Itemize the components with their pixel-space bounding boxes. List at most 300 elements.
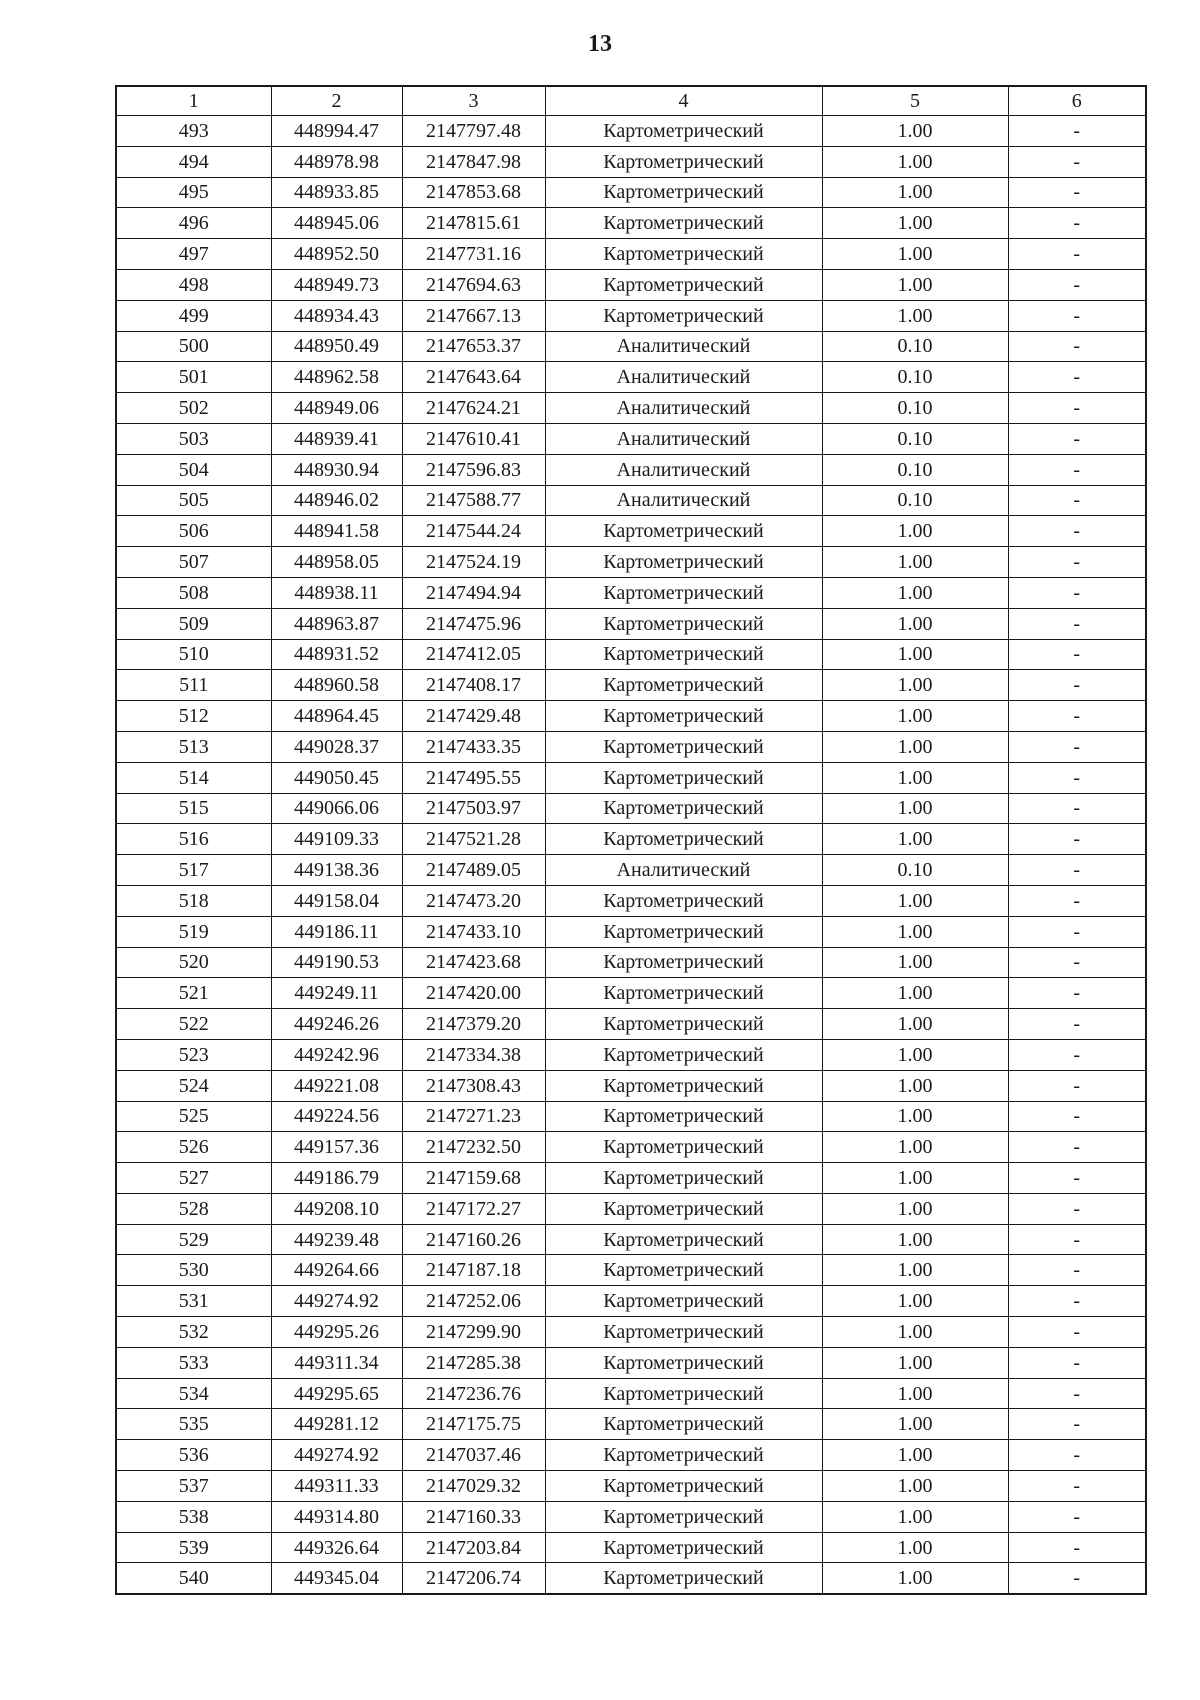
accuracy-cell: 1.00 (822, 1193, 1008, 1224)
point-number-cell: 528 (116, 1193, 271, 1224)
point-number-cell: 514 (116, 762, 271, 793)
table-row (116, 269, 1146, 300)
x-coordinate-cell: 449221.08 (271, 1070, 402, 1101)
note-cell: - (1008, 731, 1146, 762)
table-row (116, 362, 1146, 393)
x-coordinate-cell: 449157.36 (271, 1132, 402, 1163)
accuracy-cell: 1.00 (822, 1132, 1008, 1163)
table-row (116, 454, 1146, 485)
table-row (116, 577, 1146, 608)
y-coordinate-cell: 2147429.48 (402, 701, 545, 732)
note-cell: - (1008, 300, 1146, 331)
note-cell: - (1008, 1070, 1146, 1101)
accuracy-cell: 1.00 (822, 239, 1008, 270)
method-cell: Аналитический (545, 331, 822, 362)
accuracy-cell: 1.00 (822, 1440, 1008, 1471)
note-cell: - (1008, 1440, 1146, 1471)
y-coordinate-cell: 2147624.21 (402, 393, 545, 424)
table-row (116, 1163, 1146, 1194)
point-number-cell: 519 (116, 916, 271, 947)
y-coordinate-cell: 2147206.74 (402, 1563, 545, 1594)
method-cell: Картометрический (545, 1163, 822, 1194)
method-cell: Картометрический (545, 177, 822, 208)
table-row (116, 1347, 1146, 1378)
column-header: 6 (1008, 86, 1146, 116)
point-number-cell: 493 (116, 116, 271, 147)
accuracy-cell: 1.00 (822, 1255, 1008, 1286)
point-number-cell: 496 (116, 208, 271, 239)
y-coordinate-cell: 2147252.06 (402, 1286, 545, 1317)
method-cell: Картометрический (545, 1286, 822, 1317)
accuracy-cell: 0.10 (822, 485, 1008, 516)
table-row (116, 731, 1146, 762)
note-cell: - (1008, 1224, 1146, 1255)
point-number-cell: 506 (116, 516, 271, 547)
table-row (116, 1532, 1146, 1563)
point-number-cell: 505 (116, 485, 271, 516)
accuracy-cell: 1.00 (822, 1501, 1008, 1532)
x-coordinate-cell: 448994.47 (271, 116, 402, 147)
table-row (116, 947, 1146, 978)
y-coordinate-cell: 2147475.96 (402, 608, 545, 639)
table-body (116, 116, 1146, 1595)
point-number-cell: 500 (116, 331, 271, 362)
y-coordinate-cell: 2147588.77 (402, 485, 545, 516)
y-coordinate-cell: 2147815.61 (402, 208, 545, 239)
method-cell: Картометрический (545, 1193, 822, 1224)
note-cell: - (1008, 1286, 1146, 1317)
table-row (116, 1286, 1146, 1317)
accuracy-cell: 1.00 (822, 885, 1008, 916)
y-coordinate-cell: 2147495.55 (402, 762, 545, 793)
accuracy-cell: 1.00 (822, 978, 1008, 1009)
point-number-cell: 495 (116, 177, 271, 208)
note-cell: - (1008, 454, 1146, 485)
accuracy-cell: 1.00 (822, 547, 1008, 578)
accuracy-cell: 1.00 (822, 670, 1008, 701)
table-row (116, 177, 1146, 208)
table-row (116, 331, 1146, 362)
method-cell: Картометрический (545, 1255, 822, 1286)
table-header-row (116, 86, 1146, 116)
table-row (116, 1563, 1146, 1594)
note-cell: - (1008, 1378, 1146, 1409)
point-number-cell: 522 (116, 1009, 271, 1040)
accuracy-cell: 1.00 (822, 824, 1008, 855)
point-number-cell: 516 (116, 824, 271, 855)
table-row (116, 1317, 1146, 1348)
note-cell: - (1008, 393, 1146, 424)
point-number-cell: 515 (116, 793, 271, 824)
accuracy-cell: 1.00 (822, 208, 1008, 239)
x-coordinate-cell: 449246.26 (271, 1009, 402, 1040)
table-row (116, 701, 1146, 732)
x-coordinate-cell: 448939.41 (271, 423, 402, 454)
accuracy-cell: 1.00 (822, 1409, 1008, 1440)
table-row (116, 762, 1146, 793)
x-coordinate-cell: 448952.50 (271, 239, 402, 270)
point-number-cell: 532 (116, 1317, 271, 1348)
point-number-cell: 531 (116, 1286, 271, 1317)
method-cell: Картометрический (545, 824, 822, 855)
note-cell: - (1008, 1563, 1146, 1594)
accuracy-cell: 1.00 (822, 608, 1008, 639)
note-cell: - (1008, 1163, 1146, 1194)
method-cell: Картометрический (545, 947, 822, 978)
method-cell: Картометрический (545, 116, 822, 147)
x-coordinate-cell: 448930.94 (271, 454, 402, 485)
accuracy-cell: 1.00 (822, 300, 1008, 331)
method-cell: Картометрический (545, 1101, 822, 1132)
accuracy-cell: 1.00 (822, 1563, 1008, 1594)
x-coordinate-cell: 448938.11 (271, 577, 402, 608)
accuracy-cell: 1.00 (822, 731, 1008, 762)
method-cell: Картометрический (545, 1409, 822, 1440)
column-header: 5 (822, 86, 1008, 116)
accuracy-cell: 1.00 (822, 516, 1008, 547)
x-coordinate-cell: 449274.92 (271, 1440, 402, 1471)
table-row (116, 670, 1146, 701)
method-cell: Картометрический (545, 1224, 822, 1255)
table-row (116, 547, 1146, 578)
accuracy-cell: 1.00 (822, 1163, 1008, 1194)
note-cell: - (1008, 577, 1146, 608)
column-header: 2 (271, 86, 402, 116)
y-coordinate-cell: 2147203.84 (402, 1532, 545, 1563)
point-number-cell: 511 (116, 670, 271, 701)
table-row (116, 1132, 1146, 1163)
x-coordinate-cell: 449224.56 (271, 1101, 402, 1132)
note-cell: - (1008, 608, 1146, 639)
method-cell: Картометрический (545, 1440, 822, 1471)
x-coordinate-cell: 449050.45 (271, 762, 402, 793)
point-number-cell: 525 (116, 1101, 271, 1132)
note-cell: - (1008, 916, 1146, 947)
accuracy-cell: 1.00 (822, 1070, 1008, 1101)
x-coordinate-cell: 449186.11 (271, 916, 402, 947)
y-coordinate-cell: 2147029.32 (402, 1471, 545, 1502)
method-cell: Картометрический (545, 547, 822, 578)
method-cell: Картометрический (545, 762, 822, 793)
point-number-cell: 509 (116, 608, 271, 639)
table-row (116, 300, 1146, 331)
accuracy-cell: 1.00 (822, 177, 1008, 208)
accuracy-cell: 0.10 (822, 855, 1008, 886)
method-cell: Аналитический (545, 362, 822, 393)
x-coordinate-cell: 449158.04 (271, 885, 402, 916)
table-row (116, 1193, 1146, 1224)
table-row (116, 1409, 1146, 1440)
y-coordinate-cell: 2147408.17 (402, 670, 545, 701)
y-coordinate-cell: 2147494.94 (402, 577, 545, 608)
note-cell: - (1008, 146, 1146, 177)
method-cell: Картометрический (545, 670, 822, 701)
method-cell: Картометрический (545, 1471, 822, 1502)
table-row (116, 855, 1146, 886)
x-coordinate-cell: 448941.58 (271, 516, 402, 547)
accuracy-cell: 1.00 (822, 1101, 1008, 1132)
y-coordinate-cell: 2147524.19 (402, 547, 545, 578)
x-coordinate-cell: 449264.66 (271, 1255, 402, 1286)
method-cell: Картометрический (545, 731, 822, 762)
table-row (116, 1255, 1146, 1286)
y-coordinate-cell: 2147379.20 (402, 1009, 545, 1040)
table-row (116, 1070, 1146, 1101)
accuracy-cell: 1.00 (822, 701, 1008, 732)
method-cell: Картометрический (545, 885, 822, 916)
y-coordinate-cell: 2147653.37 (402, 331, 545, 362)
table-row (116, 116, 1146, 147)
point-number-cell: 521 (116, 978, 271, 1009)
method-cell: Картометрический (545, 1009, 822, 1040)
y-coordinate-cell: 2147847.98 (402, 146, 545, 177)
table-row (116, 1440, 1146, 1471)
y-coordinate-cell: 2147423.68 (402, 947, 545, 978)
y-coordinate-cell: 2147694.63 (402, 269, 545, 300)
y-coordinate-cell: 2147853.68 (402, 177, 545, 208)
accuracy-cell: 1.00 (822, 762, 1008, 793)
point-number-cell: 533 (116, 1347, 271, 1378)
method-cell: Картометрический (545, 1317, 822, 1348)
x-coordinate-cell: 449311.34 (271, 1347, 402, 1378)
coordinates-table (115, 85, 1147, 1595)
x-coordinate-cell: 448946.02 (271, 485, 402, 516)
table-row (116, 208, 1146, 239)
point-number-cell: 523 (116, 1039, 271, 1070)
method-cell: Картометрический (545, 146, 822, 177)
table-row (116, 1378, 1146, 1409)
note-cell: - (1008, 547, 1146, 578)
point-number-cell: 503 (116, 423, 271, 454)
point-number-cell: 539 (116, 1532, 271, 1563)
y-coordinate-cell: 2147175.75 (402, 1409, 545, 1440)
method-cell: Картометрический (545, 639, 822, 670)
note-cell: - (1008, 670, 1146, 701)
y-coordinate-cell: 2147433.10 (402, 916, 545, 947)
x-coordinate-cell: 448933.85 (271, 177, 402, 208)
table-row (116, 485, 1146, 516)
x-coordinate-cell: 448962.58 (271, 362, 402, 393)
method-cell: Картометрический (545, 701, 822, 732)
y-coordinate-cell: 2147473.20 (402, 885, 545, 916)
point-number-cell: 529 (116, 1224, 271, 1255)
accuracy-cell: 1.00 (822, 947, 1008, 978)
point-number-cell: 494 (116, 146, 271, 177)
x-coordinate-cell: 448958.05 (271, 547, 402, 578)
note-cell: - (1008, 1132, 1146, 1163)
note-cell: - (1008, 1409, 1146, 1440)
note-cell: - (1008, 177, 1146, 208)
y-coordinate-cell: 2147160.26 (402, 1224, 545, 1255)
accuracy-cell: 1.00 (822, 916, 1008, 947)
x-coordinate-cell: 449109.33 (271, 824, 402, 855)
note-cell: - (1008, 1193, 1146, 1224)
note-cell: - (1008, 1101, 1146, 1132)
x-coordinate-cell: 449186.79 (271, 1163, 402, 1194)
note-cell: - (1008, 824, 1146, 855)
y-coordinate-cell: 2147596.83 (402, 454, 545, 485)
accuracy-cell: 1.00 (822, 1471, 1008, 1502)
method-cell: Аналитический (545, 393, 822, 424)
x-coordinate-cell: 448963.87 (271, 608, 402, 639)
note-cell: - (1008, 701, 1146, 732)
x-coordinate-cell: 449274.92 (271, 1286, 402, 1317)
note-cell: - (1008, 239, 1146, 270)
table-row (116, 824, 1146, 855)
x-coordinate-cell: 449208.10 (271, 1193, 402, 1224)
y-coordinate-cell: 2147308.43 (402, 1070, 545, 1101)
accuracy-cell: 0.10 (822, 331, 1008, 362)
method-cell: Картометрический (545, 1039, 822, 1070)
y-coordinate-cell: 2147232.50 (402, 1132, 545, 1163)
method-cell: Аналитический (545, 423, 822, 454)
note-cell: - (1008, 1039, 1146, 1070)
accuracy-cell: 1.00 (822, 1224, 1008, 1255)
method-cell: Картометрический (545, 978, 822, 1009)
table-row (116, 1224, 1146, 1255)
table-row (116, 393, 1146, 424)
point-number-cell: 535 (116, 1409, 271, 1440)
y-coordinate-cell: 2147797.48 (402, 116, 545, 147)
method-cell: Картометрический (545, 300, 822, 331)
table-row (116, 793, 1146, 824)
point-number-cell: 513 (116, 731, 271, 762)
note-cell: - (1008, 116, 1146, 147)
x-coordinate-cell: 448978.98 (271, 146, 402, 177)
point-number-cell: 540 (116, 1563, 271, 1594)
x-coordinate-cell: 449295.26 (271, 1317, 402, 1348)
x-coordinate-cell: 449239.48 (271, 1224, 402, 1255)
y-coordinate-cell: 2147187.18 (402, 1255, 545, 1286)
method-cell: Картометрический (545, 1378, 822, 1409)
point-number-cell: 502 (116, 393, 271, 424)
point-number-cell: 536 (116, 1440, 271, 1471)
x-coordinate-cell: 449295.65 (271, 1378, 402, 1409)
x-coordinate-cell: 448964.45 (271, 701, 402, 732)
note-cell: - (1008, 1317, 1146, 1348)
note-cell: - (1008, 1255, 1146, 1286)
accuracy-cell: 0.10 (822, 454, 1008, 485)
method-cell: Картометрический (545, 916, 822, 947)
note-cell: - (1008, 208, 1146, 239)
method-cell: Картометрический (545, 608, 822, 639)
method-cell: Картометрический (545, 1501, 822, 1532)
y-coordinate-cell: 2147610.41 (402, 423, 545, 454)
point-number-cell: 512 (116, 701, 271, 732)
point-number-cell: 510 (116, 639, 271, 670)
x-coordinate-cell: 449242.96 (271, 1039, 402, 1070)
table-row (116, 516, 1146, 547)
x-coordinate-cell: 448931.52 (271, 639, 402, 670)
column-header: 1 (116, 86, 271, 116)
y-coordinate-cell: 2147544.24 (402, 516, 545, 547)
accuracy-cell: 0.10 (822, 393, 1008, 424)
note-cell: - (1008, 516, 1146, 547)
x-coordinate-cell: 449311.33 (271, 1471, 402, 1502)
y-coordinate-cell: 2147521.28 (402, 824, 545, 855)
x-coordinate-cell: 448934.43 (271, 300, 402, 331)
method-cell: Картометрический (545, 1347, 822, 1378)
method-cell: Картометрический (545, 1070, 822, 1101)
y-coordinate-cell: 2147271.23 (402, 1101, 545, 1132)
accuracy-cell: 1.00 (822, 1286, 1008, 1317)
accuracy-cell: 1.00 (822, 1317, 1008, 1348)
method-cell: Картометрический (545, 239, 822, 270)
column-header: 3 (402, 86, 545, 116)
accuracy-cell: 1.00 (822, 577, 1008, 608)
note-cell: - (1008, 1347, 1146, 1378)
x-coordinate-cell: 449326.64 (271, 1532, 402, 1563)
table-row (116, 1039, 1146, 1070)
accuracy-cell: 1.00 (822, 793, 1008, 824)
note-cell: - (1008, 793, 1146, 824)
table-row (116, 1471, 1146, 1502)
accuracy-cell: 1.00 (822, 1009, 1008, 1040)
point-number-cell: 504 (116, 454, 271, 485)
note-cell: - (1008, 1532, 1146, 1563)
x-coordinate-cell: 448949.73 (271, 269, 402, 300)
point-number-cell: 499 (116, 300, 271, 331)
note-cell: - (1008, 639, 1146, 670)
y-coordinate-cell: 2147412.05 (402, 639, 545, 670)
point-number-cell: 518 (116, 885, 271, 916)
method-cell: Картометрический (545, 793, 822, 824)
accuracy-cell: 1.00 (822, 1378, 1008, 1409)
method-cell: Аналитический (545, 485, 822, 516)
method-cell: Аналитический (545, 855, 822, 886)
point-number-cell: 517 (116, 855, 271, 886)
point-number-cell: 520 (116, 947, 271, 978)
y-coordinate-cell: 2147172.27 (402, 1193, 545, 1224)
accuracy-cell: 1.00 (822, 1347, 1008, 1378)
method-cell: Картометрический (545, 516, 822, 547)
x-coordinate-cell: 449249.11 (271, 978, 402, 1009)
x-coordinate-cell: 449281.12 (271, 1409, 402, 1440)
method-cell: Картометрический (545, 1532, 822, 1563)
y-coordinate-cell: 2147236.76 (402, 1378, 545, 1409)
table-row (116, 1501, 1146, 1532)
note-cell: - (1008, 1501, 1146, 1532)
table-row (116, 916, 1146, 947)
accuracy-cell: 1.00 (822, 1039, 1008, 1070)
accuracy-cell: 0.10 (822, 423, 1008, 454)
point-number-cell: 501 (116, 362, 271, 393)
accuracy-cell: 1.00 (822, 639, 1008, 670)
x-coordinate-cell: 448960.58 (271, 670, 402, 701)
x-coordinate-cell: 449314.80 (271, 1501, 402, 1532)
note-cell: - (1008, 762, 1146, 793)
point-number-cell: 497 (116, 239, 271, 270)
accuracy-cell: 1.00 (822, 1532, 1008, 1563)
y-coordinate-cell: 2147159.68 (402, 1163, 545, 1194)
table-row (116, 146, 1146, 177)
point-number-cell: 524 (116, 1070, 271, 1101)
x-coordinate-cell: 448950.49 (271, 331, 402, 362)
x-coordinate-cell: 448945.06 (271, 208, 402, 239)
note-cell: - (1008, 423, 1146, 454)
y-coordinate-cell: 2147420.00 (402, 978, 545, 1009)
point-number-cell: 537 (116, 1471, 271, 1502)
table-row (116, 608, 1146, 639)
y-coordinate-cell: 2147489.05 (402, 855, 545, 886)
note-cell: - (1008, 485, 1146, 516)
accuracy-cell: 1.00 (822, 146, 1008, 177)
accuracy-cell: 1.00 (822, 269, 1008, 300)
y-coordinate-cell: 2147160.33 (402, 1501, 545, 1532)
y-coordinate-cell: 2147731.16 (402, 239, 545, 270)
y-coordinate-cell: 2147037.46 (402, 1440, 545, 1471)
x-coordinate-cell: 449138.36 (271, 855, 402, 886)
